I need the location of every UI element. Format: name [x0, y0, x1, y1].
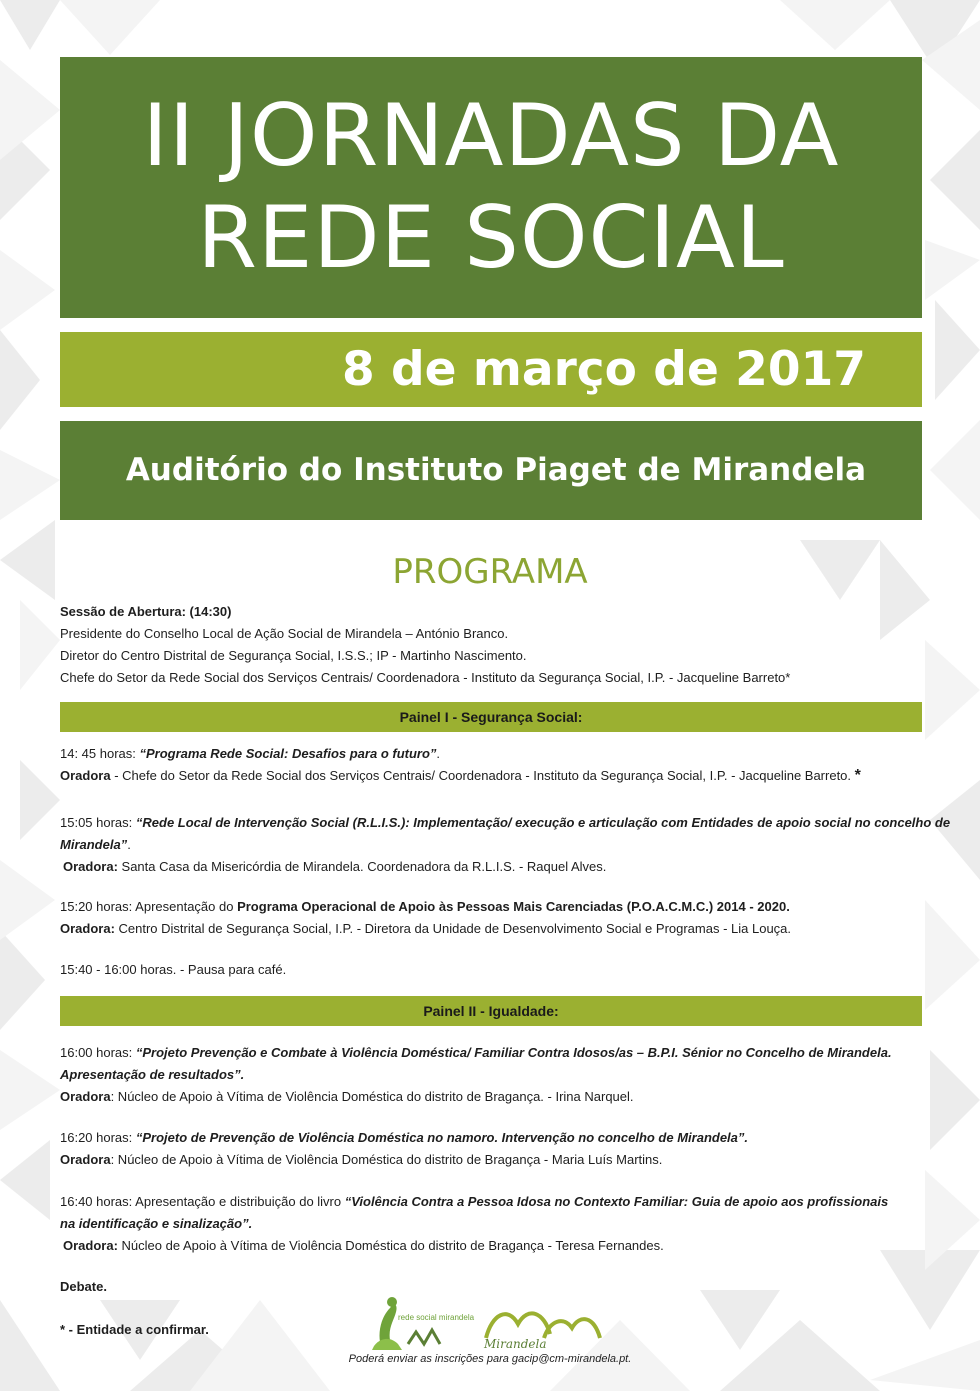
panel-1-session-3: [60, 896, 930, 940]
coffee-break-text: 15:40 - 16:00 horas. - Pausa para café.: [60, 962, 287, 977]
session-time: 16:40 horas: Apresentação e distribuição do livro: [60, 1194, 345, 1209]
session-time: 15:20 horas: Apresentação do: [60, 899, 238, 914]
session-speaker-line: [60, 1235, 930, 1257]
session-title-part-2: Apresentação de resultados”.: [60, 1067, 245, 1082]
panel-1-session-1: [60, 743, 930, 787]
session-title-line: [60, 1042, 930, 1064]
session-title-end: .: [127, 837, 131, 852]
event-date: 8 de março de 2017: [60, 332, 922, 407]
speaker-text: Núcleo de Apoio à Vítima de Violência Doméstica do distrito de Bragança - Teresa Fernandes.: [117, 1238, 664, 1253]
programa-heading: PROGRAMA: [392, 552, 588, 592]
session-title: Programa Operacional de Apoio às Pessoas Mais Carenciadas (P.O.A.C.M.C.) 2014 - 2020.: [237, 899, 790, 914]
speaker-text: Centro Distrital de Segurança Social, I.P. - Diretora da Unidade de Desenvolvimento Social e Programas - Lia Louça.: [114, 921, 792, 936]
speaker-label: Oradora:: [63, 859, 118, 874]
session-time: 15:05 horas:: [60, 815, 136, 830]
session-title-line: [60, 743, 930, 765]
speaker-label: Oradora:: [63, 1238, 118, 1253]
coffee-break: [60, 959, 930, 981]
session-title: “Projeto de Prevenção de Violência Doméstica no namoro. Intervenção no concelho de Mirandela”.: [135, 1130, 749, 1145]
session-title: “Programa Rede Social: Desafios para o futuro”: [139, 746, 437, 761]
speaker-label: Oradora: [60, 768, 111, 783]
panel-2-header: Painel II - Igualdade:: [60, 996, 922, 1026]
speaker-label: Oradora: [60, 1152, 111, 1167]
panel-1-header: Painel I - Segurança Social:: [60, 702, 922, 732]
session-speaker-line: [60, 856, 930, 878]
panel-2-session-2: [60, 1127, 930, 1171]
opening-speaker-3: Chefe do Setor da Rede Social dos Serviços Centrais/ Coordenadora - Instituto da Segurança Social, I.P. - Jacqueline Barreto*: [60, 670, 791, 685]
debate: Debate.: [60, 1279, 107, 1294]
logo2-text: Mirandela: [484, 1337, 547, 1351]
opening-session: [60, 601, 930, 689]
speaker-label: Oradora: [60, 1089, 111, 1104]
opening-session-title: Sessão de Abertura: (14:30): [60, 604, 232, 619]
speaker-label: Oradora:: [60, 921, 115, 936]
opening-speaker-2: Diretor do Centro Distrital de Segurança Social, I.S.S.; IP - Martinho Nascimento.: [60, 648, 527, 663]
panel-2-session-3: [60, 1191, 930, 1257]
title-line-1: II JORNADAS DA: [142, 86, 840, 186]
session-speaker-line: [60, 1086, 930, 1108]
session-speaker-line: [60, 765, 930, 787]
session-title-part-1: “Violência Contra a Pessoa Idosa no Contexto Familiar: Guia de apoio aos profissionais: [344, 1194, 889, 1209]
session-title-line: [60, 812, 951, 834]
footnote: * - Entidade a confirmar.: [60, 1322, 209, 1337]
rede-social-logo: [372, 1297, 475, 1350]
panel-1-session-2: [60, 812, 951, 878]
event-venue: Auditório do Instituto Piaget de Mirandela: [60, 421, 922, 520]
logo1-text: rede social mirandela: [398, 1313, 475, 1322]
session-title-line: [60, 1191, 930, 1213]
mirandela-logo: [483, 1313, 600, 1351]
session-time: 14: 45 horas:: [60, 746, 140, 761]
speaker-text: : Núcleo de Apoio à Vítima de Violência Doméstica do distrito de Bragança - Maria Luís Martins.: [110, 1152, 663, 1167]
session-title-part-2: na identificação e sinalização”.: [60, 1216, 253, 1231]
session-title-line: [60, 896, 930, 918]
title-line-2: REDE SOCIAL: [197, 188, 785, 288]
panel-2-session-1: [60, 1042, 930, 1108]
session-time: 16:20 horas:: [60, 1130, 136, 1145]
session-title-part-1: “Rede Local de Intervenção Social (R.L.I.S.): Implementação/ execução e articulação com Entidades de apoio social no concelho de: [135, 815, 951, 830]
title-block: [60, 57, 922, 318]
session-title-part-2: Mirandela”: [60, 837, 128, 852]
speaker-text: Santa Casa da Misericórdia de Mirandela. Coordenadora da R.L.I.S. - Raquel Alves.: [117, 859, 607, 874]
session-title-line: [60, 1127, 930, 1149]
session-title-line-2: [60, 1064, 930, 1086]
session-title-line-2: [60, 834, 930, 856]
speaker-text: : Núcleo de Apoio à Vítima de Violência Doméstica do distrito de Bragança. - Irina Narquel.: [110, 1089, 634, 1104]
session-title-line-2: [60, 1213, 930, 1235]
session-speaker-line: [60, 918, 930, 940]
session-time: 16:00 horas:: [60, 1045, 136, 1060]
registration-email: Poderá enviar as inscrições para gacip@cm-mirandela.pt.: [348, 1353, 632, 1365]
session-speaker-line: [60, 1149, 930, 1171]
to-confirm-marker: *: [854, 767, 861, 784]
opening-speaker-1: Presidente do Conselho Local de Ação Social de Mirandela – António Branco.: [60, 626, 509, 641]
speaker-text: - Chefe do Setor da Rede Social dos Serviços Centrais/ Coordenadora - Instituto da Segurança Social, I.P. - Jacqueline Barreto.: [110, 768, 855, 783]
partner-logos: [368, 1294, 618, 1354]
session-title-end: .: [436, 746, 441, 761]
session-title-part-1: “Projeto Prevenção e Combate à Violência Doméstica/ Familiar Contra Idosos/as – B.P.I. Sénior no Concelho de Mirandela.: [135, 1045, 892, 1060]
